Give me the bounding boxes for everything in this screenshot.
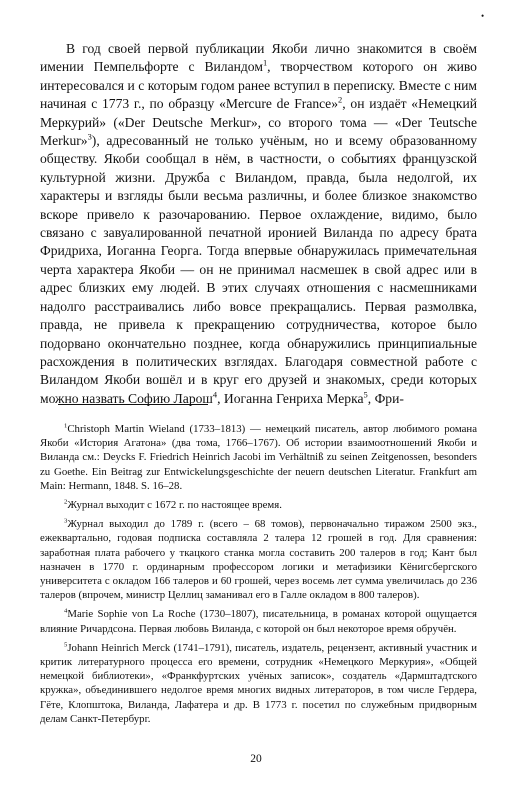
footnote-text: Marie Sophie von La Roche (1730–1807), писательница, в романах которой ощущается влияние Ричардсона. Первая любовь Виланда, с которой он был некоторое время обручён.	[40, 608, 477, 635]
footnote-2	[40, 498, 477, 512]
footnote-ref-5: 5	[363, 389, 368, 400]
footnote-number: 4	[64, 607, 68, 615]
footnote-text: Журнал выходил до 1789 г. (всего – 68 томов), первоначально тиражом 2500 экз., ежеквартально, годовая подписка составляла 2 талера 12 грошей в год. Для сравнения: заработная плата рабочего у ткацкого станка могла составить 200 талеров в год; Кант был назначен в 1770 г. ординарным профессором логики и метафизики Кёнигсбергского университета с окладом 166 талеров и 60 грошей, через восемь лет сумма увеличилась до 236 талеров (впрочем, министр Целлиц заманивал его в Галле окладом в 800 талеров).	[40, 518, 477, 602]
footnote-4	[40, 607, 477, 635]
main-text-part-1: В год своей первой публикации Якоби лично знакомится в своём имении Пемпельфорте с Виландом	[40, 41, 477, 75]
footnote-text: Журнал выходит с 1672 г. по настоящее время.	[67, 499, 282, 512]
footnote-divider	[58, 404, 208, 405]
footnote-5	[40, 641, 477, 726]
corner-mark: •	[481, 11, 485, 21]
main-text-part-3: , он издаёт «Немецкий Меркурий» («Der Deutsche Merkur», со второго тома — «Der Teutsche Merkur»	[40, 96, 478, 149]
main-text-part-5: , Иоганна Генриха Мерка	[217, 390, 364, 406]
footnote-ref-4: 4	[212, 389, 218, 400]
page-number: 20	[250, 753, 262, 765]
footnote-ref-2: 2	[338, 94, 343, 105]
footnote-text: Johann Heinrich Merck (1741–1791), писатель, издатель, рецензент, активный участник и критик литературного процесса его времени, сотрудник «Немецкого Меркурия», «Общей немецкой библиотеки», «Франкфуртских учёных записок», создатель «Дармштадтского кружка», объединившего недолгое время многих видных литераторов, в том числе Гердера, Гёте, Клопштока, Виланда, Лафатера и др. В 1773 г. посетил по служебным придворным делам Санкт-Петербург.	[40, 641, 477, 725]
main-text-part-2: , творчеством которого он живо интересовался и с которым годом ранее вступил в переписку. Вместе с ним начиная с 1773 г., по образцу «Mercure de France»	[40, 59, 477, 112]
main-text	[40, 40, 477, 408]
footnote-number: 1	[64, 422, 68, 430]
main-text-part-6: , Фри-	[367, 390, 404, 406]
footnote-ref-3: 3	[87, 131, 92, 142]
footnote-ref-1: 1	[262, 57, 268, 68]
footnote-1	[40, 422, 477, 493]
footnote-number: 5	[64, 641, 68, 649]
footnote-text: Christoph Martin Wieland (1733–1813) — немецкий писатель, автор любимого романа Якоби «История Агатона» (два тома, 1766–1767). Об истории взаимоотношений Якоби и Виланда см.: Deycks F. Friedrich Heinrich Jacobi im Verhältniß zu seinen Zeitgenossen, besonders zu Goethe. Ein Beitrag zur Entwickelungsgeschichte der neuern deutschen Literatur. Frankfurt am Main: Hermann, 1848. S. 16–28.	[40, 423, 477, 492]
footnote-number: 2	[64, 498, 68, 506]
main-paragraph	[40, 40, 477, 408]
footnote-3	[40, 517, 477, 602]
footnote-number: 3	[64, 517, 68, 525]
main-text-part-4: ), адресованный не только учёным, но и всему образованному обществу. Якоби сообщал в нём, в частности, о событиях французской культурной жизни. Дружба с Виландом, правда, была недолгой, их характеры и взгляды были весьма различны, и более близкое знакомство вскоре привело к разочарованию. Первое охлаждение, видимо, было связано с завуалированной печатной иронией Виланда по адресу брата Фридриха, Иоганна Георга. Тогда впервые обнаружилась примечательная черта характера Якоби — он не принимал насмешек в свой адрес или в адрес близких ему людей. В этих случаях отношения с насмешниками надолго расстраивались либо вовсе прекращались. Первая размолвка, правда, не привела к прекращению сотрудничества, которое было подорвано окончательно позднее, когда обнаружились принципиальные расхождения в политических взглядах. Благодаря совместной работе с Виландом Якоби вошёл и в круг его друзей и знакомых, среди которых можно назвать Софию Ларош	[40, 133, 477, 406]
footnotes	[40, 422, 477, 731]
